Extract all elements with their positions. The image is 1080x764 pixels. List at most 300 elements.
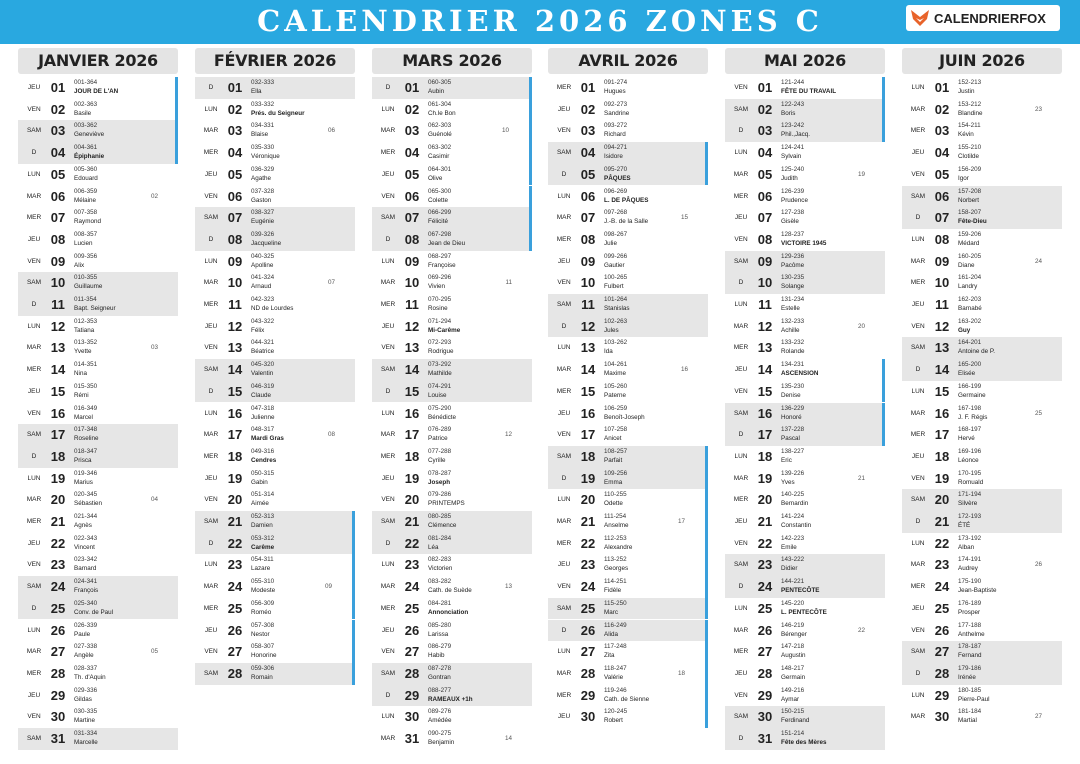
day-row[interactable] xyxy=(18,468,178,490)
day-of-year-code: 037-328 xyxy=(251,187,275,195)
day-number: 02 xyxy=(934,101,950,117)
day-row[interactable] xyxy=(902,489,1062,511)
day-row[interactable] xyxy=(18,446,178,468)
day-row[interactable] xyxy=(902,99,1062,121)
day-number: 17 xyxy=(227,427,243,443)
day-row[interactable] xyxy=(548,685,708,707)
day-of-year-code: 042-323 xyxy=(251,296,275,303)
day-row[interactable] xyxy=(725,381,885,403)
day-row[interactable] xyxy=(902,251,1062,273)
day-row[interactable] xyxy=(548,554,708,576)
day-row[interactable] xyxy=(725,533,885,555)
day-row[interactable] xyxy=(195,403,355,425)
day-row[interactable] xyxy=(195,598,355,620)
saint-name: Ferdinand xyxy=(781,717,810,725)
day-row[interactable] xyxy=(195,489,355,511)
day-of-year-code: 099-266 xyxy=(604,252,628,260)
day-row[interactable] xyxy=(902,511,1062,533)
day-row[interactable] xyxy=(725,99,885,121)
day-number: 25 xyxy=(757,600,773,616)
day-row[interactable] xyxy=(725,403,885,425)
day-row[interactable] xyxy=(725,142,885,164)
day-row[interactable] xyxy=(548,229,708,251)
day-name: MER xyxy=(556,539,572,547)
day-row[interactable] xyxy=(548,403,708,425)
saint-name: Béatrice xyxy=(251,348,275,356)
day-of-year-code: 031-334 xyxy=(74,730,98,737)
saint-name: Véronique xyxy=(251,153,280,161)
day-row[interactable] xyxy=(902,164,1062,186)
day-name: MAR xyxy=(556,366,572,374)
week-number: 08 xyxy=(327,431,335,439)
day-of-year-code: 164-201 xyxy=(958,339,982,347)
month-title: JANVIER 2026 xyxy=(18,48,178,74)
day-row[interactable] xyxy=(548,251,708,273)
day-name: D xyxy=(561,170,567,178)
day-row[interactable] xyxy=(18,294,178,316)
day-row[interactable] xyxy=(372,728,532,750)
day-number: 10 xyxy=(580,275,596,291)
saint-name: Alida xyxy=(604,630,619,638)
day-row[interactable] xyxy=(725,576,885,598)
day-row[interactable] xyxy=(18,359,178,381)
day-row[interactable] xyxy=(902,598,1062,620)
day-number: 30 xyxy=(757,709,773,725)
day-number: 04 xyxy=(580,145,596,161)
day-row[interactable] xyxy=(18,142,178,164)
day-row[interactable] xyxy=(902,207,1062,229)
saint-name: Odette xyxy=(604,500,623,508)
day-of-year-code: 131-234 xyxy=(781,296,805,303)
day-row[interactable] xyxy=(902,359,1062,381)
day-row[interactable] xyxy=(372,685,532,707)
day-row[interactable] xyxy=(195,99,355,121)
day-row[interactable] xyxy=(548,99,708,121)
day-name: SAM xyxy=(380,518,396,525)
day-number: 11 xyxy=(405,297,419,312)
day-of-year-code: 163-202 xyxy=(958,317,982,325)
day-of-year-code: 092-273 xyxy=(604,100,628,108)
day-row[interactable] xyxy=(548,359,708,381)
day-row[interactable] xyxy=(725,598,885,620)
month-title: AVRIL 2026 xyxy=(548,48,708,74)
day-number: 21 xyxy=(757,514,773,529)
day-row[interactable] xyxy=(18,576,178,598)
day-row[interactable] xyxy=(372,359,532,381)
day-row[interactable] xyxy=(195,337,355,359)
day-row[interactable] xyxy=(372,164,532,186)
day-of-year-code: 181-184 xyxy=(958,708,982,716)
day-row[interactable] xyxy=(18,641,178,663)
day-row[interactable] xyxy=(902,685,1062,707)
day-number: 14 xyxy=(934,362,950,378)
day-of-year-code: 133-232 xyxy=(781,339,805,347)
day-row[interactable] xyxy=(725,620,885,642)
day-of-year-code: 069-296 xyxy=(428,274,452,282)
day-number: 14 xyxy=(757,362,773,378)
day-row[interactable] xyxy=(548,663,708,685)
day-row[interactable] xyxy=(195,272,355,294)
day-row[interactable] xyxy=(18,685,178,707)
day-row[interactable] xyxy=(18,381,178,403)
day-row[interactable] xyxy=(902,554,1062,576)
day-number: 27 xyxy=(404,644,420,660)
day-row[interactable] xyxy=(195,446,355,468)
day-number: 03 xyxy=(757,123,773,139)
day-row[interactable] xyxy=(725,663,885,685)
day-row[interactable] xyxy=(548,511,708,533)
day-row[interactable] xyxy=(195,186,355,208)
day-row[interactable] xyxy=(725,77,885,99)
day-row[interactable] xyxy=(902,576,1062,598)
day-row[interactable] xyxy=(902,381,1062,403)
saint-name: Vivien xyxy=(428,283,446,291)
day-row[interactable] xyxy=(548,706,708,728)
day-row[interactable] xyxy=(548,77,708,99)
saint-name: Marc xyxy=(604,608,618,616)
day-row[interactable] xyxy=(18,728,178,750)
day-of-year-code: 017-348 xyxy=(74,426,98,434)
day-row[interactable] xyxy=(725,251,885,273)
day-name: LUN xyxy=(911,691,925,699)
day-row[interactable] xyxy=(18,207,178,229)
day-row[interactable] xyxy=(548,533,708,555)
day-name: SAM xyxy=(203,366,219,374)
day-row[interactable] xyxy=(195,316,355,338)
saint-name: Cath. de Suède xyxy=(428,587,472,595)
day-row[interactable] xyxy=(725,511,885,533)
day-row[interactable] xyxy=(18,186,178,208)
day-row[interactable] xyxy=(548,424,708,446)
day-row[interactable] xyxy=(372,120,532,142)
month-column-avril xyxy=(548,48,708,725)
day-number: 10 xyxy=(934,275,950,291)
day-row[interactable] xyxy=(902,424,1062,446)
day-of-year-code: 123-242 xyxy=(781,122,805,130)
day-row[interactable] xyxy=(902,77,1062,99)
day-number: 04 xyxy=(227,145,243,161)
day-number: 26 xyxy=(227,622,243,638)
day-row[interactable] xyxy=(725,359,885,381)
day-row[interactable] xyxy=(18,337,178,359)
day-of-year-code: 121-244 xyxy=(781,79,805,86)
day-row[interactable] xyxy=(548,337,708,359)
day-row[interactable] xyxy=(18,272,178,294)
day-row[interactable] xyxy=(372,99,532,121)
day-row[interactable] xyxy=(725,316,885,338)
day-row[interactable] xyxy=(725,229,885,251)
saint-name: Martine xyxy=(74,717,95,725)
day-row[interactable] xyxy=(195,468,355,490)
week-number: 13 xyxy=(504,583,512,591)
day-name: JEU xyxy=(27,387,41,395)
day-row[interactable] xyxy=(372,576,532,598)
day-number: 31 xyxy=(757,731,773,746)
day-row[interactable] xyxy=(372,337,532,359)
saint-name: Joseph xyxy=(428,478,451,486)
day-number: 17 xyxy=(404,427,420,443)
day-row[interactable] xyxy=(18,120,178,142)
day-row[interactable] xyxy=(372,663,532,685)
day-number: 01 xyxy=(580,80,596,95)
day-row[interactable] xyxy=(195,142,355,164)
day-row[interactable] xyxy=(725,728,885,750)
day-row[interactable] xyxy=(18,77,178,99)
day-name: VEN xyxy=(27,561,41,569)
day-row[interactable] xyxy=(372,468,532,490)
day-row[interactable] xyxy=(725,272,885,294)
day-row[interactable] xyxy=(195,620,355,642)
day-of-year-code: 062-303 xyxy=(428,122,452,130)
day-number: 25 xyxy=(404,600,420,616)
saint-name: Alban xyxy=(958,543,975,551)
day-row[interactable] xyxy=(18,706,178,728)
day-of-year-code: 021-344 xyxy=(74,513,98,520)
day-row[interactable] xyxy=(902,446,1062,468)
day-row[interactable] xyxy=(725,294,885,316)
day-name: SAM xyxy=(203,518,219,525)
day-row[interactable] xyxy=(372,533,532,555)
day-number: 19 xyxy=(580,470,596,486)
day-row[interactable] xyxy=(725,468,885,490)
day-row[interactable] xyxy=(372,620,532,642)
saint-name: Pierre-Paul xyxy=(958,695,990,703)
saint-name: Gaston xyxy=(251,196,272,204)
day-row[interactable] xyxy=(725,706,885,728)
day-name: LUN xyxy=(204,105,218,113)
day-name: D xyxy=(738,279,744,287)
day-row[interactable] xyxy=(372,251,532,273)
day-name: D xyxy=(208,539,214,547)
day-row[interactable] xyxy=(725,424,885,446)
day-row[interactable] xyxy=(902,120,1062,142)
brand-logo[interactable] xyxy=(906,5,1060,31)
day-row[interactable] xyxy=(902,620,1062,642)
day-row[interactable] xyxy=(725,207,885,229)
day-row[interactable] xyxy=(372,489,532,511)
day-name: JEU xyxy=(204,474,218,482)
day-row[interactable] xyxy=(548,294,708,316)
day-name: VEN xyxy=(27,257,41,265)
day-name: MAR xyxy=(203,583,219,591)
day-name: MAR xyxy=(910,409,926,417)
day-row[interactable] xyxy=(372,641,532,663)
day-number: 17 xyxy=(580,427,596,443)
day-row[interactable] xyxy=(902,186,1062,208)
day-row[interactable] xyxy=(725,186,885,208)
day-row[interactable] xyxy=(18,554,178,576)
day-row[interactable] xyxy=(902,663,1062,685)
day-row[interactable] xyxy=(195,229,355,251)
day-of-year-code: 046-319 xyxy=(251,382,275,390)
day-row[interactable] xyxy=(18,533,178,555)
day-row[interactable] xyxy=(548,142,708,164)
day-of-year-code: 176-189 xyxy=(958,599,982,607)
day-number: 24 xyxy=(227,579,243,595)
day-row[interactable] xyxy=(372,229,532,251)
day-row[interactable] xyxy=(372,142,532,164)
day-row[interactable] xyxy=(548,576,708,598)
day-row[interactable] xyxy=(548,489,708,511)
saint-name: Mardi Gras xyxy=(251,435,284,443)
day-of-year-code: 072-293 xyxy=(428,339,452,347)
day-row[interactable] xyxy=(902,272,1062,294)
day-row[interactable] xyxy=(902,337,1062,359)
day-row[interactable] xyxy=(725,489,885,511)
saint-name: Roseline xyxy=(74,435,99,443)
day-row[interactable] xyxy=(18,598,178,620)
day-row[interactable] xyxy=(372,424,532,446)
day-row[interactable] xyxy=(18,424,178,446)
day-row[interactable] xyxy=(902,468,1062,490)
day-row[interactable] xyxy=(372,554,532,576)
day-row[interactable] xyxy=(372,706,532,728)
day-row[interactable] xyxy=(725,446,885,468)
day-row[interactable] xyxy=(902,142,1062,164)
day-row[interactable] xyxy=(18,316,178,338)
day-name: MER xyxy=(556,387,572,395)
day-of-year-code: 002-363 xyxy=(74,100,98,108)
day-row[interactable] xyxy=(18,403,178,425)
saint-name: Robert xyxy=(604,717,623,725)
day-name: SAM xyxy=(733,409,749,417)
day-of-year-code: 169-196 xyxy=(958,447,982,455)
day-row[interactable] xyxy=(18,229,178,251)
day-row[interactable] xyxy=(372,381,532,403)
day-of-year-code: 174-191 xyxy=(958,556,982,564)
day-row[interactable] xyxy=(902,706,1062,728)
saint-name: Fulbert xyxy=(604,283,624,291)
day-row[interactable] xyxy=(372,207,532,229)
day-row[interactable] xyxy=(18,663,178,685)
day-row[interactable] xyxy=(195,359,355,381)
saint-name: Carême xyxy=(251,543,275,551)
day-number: 20 xyxy=(404,492,420,508)
day-of-year-code: 110-255 xyxy=(604,491,627,499)
day-of-year-code: 105-260 xyxy=(604,382,628,390)
day-row[interactable] xyxy=(195,663,355,685)
day-name: JEU xyxy=(734,669,748,677)
day-of-year-code: 011-354 xyxy=(74,296,97,303)
day-row[interactable] xyxy=(372,316,532,338)
day-row[interactable] xyxy=(548,446,708,468)
day-row[interactable] xyxy=(548,164,708,186)
day-row[interactable] xyxy=(372,77,532,99)
day-row[interactable] xyxy=(372,511,532,533)
day-row[interactable] xyxy=(195,164,355,186)
day-row[interactable] xyxy=(548,316,708,338)
day-row[interactable] xyxy=(725,337,885,359)
day-row[interactable] xyxy=(195,77,355,99)
day-of-year-code: 082-283 xyxy=(428,556,452,564)
day-of-year-code: 071-294 xyxy=(428,317,452,325)
saint-name: Germain xyxy=(781,673,806,681)
day-number: 13 xyxy=(580,340,596,356)
day-row[interactable] xyxy=(725,120,885,142)
day-row[interactable] xyxy=(372,598,532,620)
day-row[interactable] xyxy=(548,186,708,208)
day-name: LUN xyxy=(27,170,41,178)
day-row[interactable] xyxy=(18,251,178,273)
day-name: MAR xyxy=(910,713,926,721)
day-of-year-code: 088-277 xyxy=(428,686,452,694)
saint-name: Félicité xyxy=(428,218,448,226)
day-row[interactable] xyxy=(548,272,708,294)
day-row[interactable] xyxy=(195,251,355,273)
day-row[interactable] xyxy=(548,620,708,642)
week-number: 19 xyxy=(857,170,865,178)
day-row[interactable] xyxy=(902,533,1062,555)
day-of-year-code: 027-338 xyxy=(74,643,98,651)
day-row[interactable] xyxy=(195,381,355,403)
day-name: MAR xyxy=(380,127,396,135)
day-number: 16 xyxy=(580,405,596,421)
day-row[interactable] xyxy=(195,533,355,555)
day-of-year-code: 168-197 xyxy=(958,426,982,434)
day-number: 05 xyxy=(50,166,66,182)
day-row[interactable] xyxy=(195,554,355,576)
day-row[interactable] xyxy=(548,468,708,490)
day-row[interactable] xyxy=(18,620,178,642)
day-row[interactable] xyxy=(372,446,532,468)
day-row[interactable] xyxy=(902,294,1062,316)
day-row[interactable] xyxy=(725,685,885,707)
day-name: LUN xyxy=(381,257,395,265)
day-row[interactable] xyxy=(18,489,178,511)
day-of-year-code: 020-345 xyxy=(74,491,98,499)
day-row[interactable] xyxy=(195,294,355,316)
day-name: MER xyxy=(26,214,42,222)
day-of-year-code: 139-226 xyxy=(781,469,805,477)
day-name: SAM xyxy=(733,257,749,265)
saint-name: Cath. de Sienne xyxy=(604,695,650,703)
day-row[interactable] xyxy=(18,511,178,533)
day-row[interactable] xyxy=(372,403,532,425)
day-row[interactable] xyxy=(902,641,1062,663)
day-row[interactable] xyxy=(725,641,885,663)
day-row[interactable] xyxy=(372,294,532,316)
day-row[interactable] xyxy=(548,641,708,663)
day-name: MAR xyxy=(26,648,42,656)
day-name: MAR xyxy=(910,257,926,265)
day-of-year-code: 075-290 xyxy=(428,404,452,412)
saint-name: Cendres xyxy=(251,456,277,464)
day-of-year-code: 063-302 xyxy=(428,144,452,152)
day-row[interactable] xyxy=(548,598,708,620)
day-row[interactable] xyxy=(548,120,708,142)
day-row[interactable] xyxy=(548,207,708,229)
day-row[interactable] xyxy=(372,272,532,294)
day-row[interactable] xyxy=(195,207,355,229)
day-row[interactable] xyxy=(902,229,1062,251)
day-row[interactable] xyxy=(18,164,178,186)
day-row[interactable] xyxy=(195,424,355,446)
day-row[interactable] xyxy=(372,186,532,208)
day-row[interactable] xyxy=(195,641,355,663)
day-row[interactable] xyxy=(725,164,885,186)
saint-name: Louise xyxy=(428,391,447,399)
day-row[interactable] xyxy=(725,554,885,576)
day-row[interactable] xyxy=(195,511,355,533)
day-row[interactable] xyxy=(195,576,355,598)
day-row[interactable] xyxy=(902,403,1062,425)
day-row[interactable] xyxy=(195,120,355,142)
day-row[interactable] xyxy=(18,99,178,121)
day-row[interactable] xyxy=(548,381,708,403)
day-row[interactable] xyxy=(902,316,1062,338)
day-number: 14 xyxy=(580,362,596,378)
saint-name: Richard xyxy=(604,131,626,139)
